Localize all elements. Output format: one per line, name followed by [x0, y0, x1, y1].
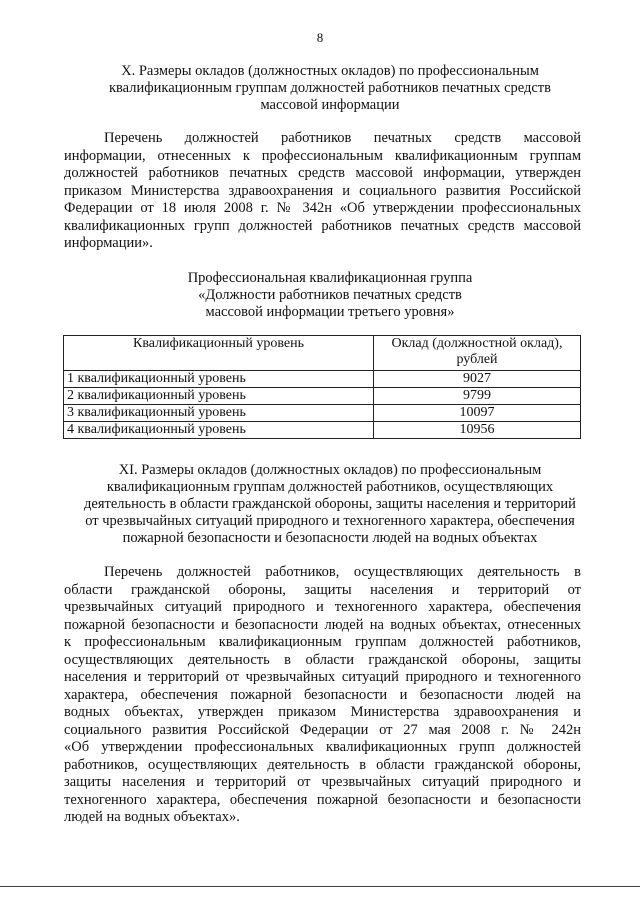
- level-cell: 2 квалификационный уровень: [64, 388, 374, 405]
- heading-line: деятельность в области гражданской обороны, защиты населения и территорий: [84, 496, 576, 512]
- level-cell: 1 квалификационный уровень: [64, 371, 374, 388]
- group-title-line: «Должности работников печатных средств: [198, 287, 462, 303]
- section-11-heading: [70, 462, 590, 547]
- paragraph-line: к профессиональным квалификационным группам должностей работников,: [64, 634, 581, 650]
- paragraph-line: осуществляющих деятельность в области гражданской обороны, защиты: [64, 651, 581, 668]
- level-cell: 3 квалификационный уровень: [64, 405, 374, 422]
- column-header-level: Квалификационный уровень: [64, 336, 374, 371]
- page-number: 8: [316, 30, 324, 45]
- bottom-divider: [0, 886, 640, 887]
- paragraph-line: информации, отнесенных к профессиональным квалификационным группам: [64, 147, 581, 164]
- heading-line: XI. Размеры окладов (должностных окладов) по профессиональным: [118, 462, 542, 478]
- section-10-paragraph: [64, 130, 581, 253]
- level-cell: 4 квалификационный уровень: [64, 422, 374, 439]
- paragraph-line: защиты населения и территорий от чрезвычайных ситуаций природного и: [64, 774, 581, 790]
- paragraph-line: социального развития Российской Федерации от 27 мая 2008 г. № 242н: [64, 721, 581, 738]
- paragraph-line: людей на водных объектах».: [64, 809, 240, 825]
- paragraph-line: работников, осуществляющих деятельность в области гражданской обороны,: [64, 756, 581, 773]
- paragraph-line: Перечень должностей работников, осуществляющих деятельность в: [104, 564, 581, 580]
- section-10-heading: [70, 63, 590, 114]
- paragraph-line: населения и территорий от чрезвычайных ситуаций природного и техногенного: [64, 669, 581, 685]
- paragraph-line: Перечень должностей работников печатных средств массовой: [104, 130, 581, 146]
- group-title-line: массовой информации третьего уровня»: [205, 304, 455, 320]
- section-11-paragraph: [64, 564, 581, 827]
- salary-header-line: рублей: [456, 352, 498, 367]
- salary-header-line: Оклад (должностной оклад),: [391, 336, 563, 351]
- column-header-salary: [374, 336, 581, 371]
- heading-line: пожарной безопасности и безопасности людей на водных объектах: [122, 530, 538, 546]
- table-row: [64, 405, 581, 422]
- paragraph-line: «Об утверждении профессиональных квалификационных групп должностей: [64, 739, 581, 755]
- table-row: [64, 371, 581, 388]
- paragraph-line: водных объектах, утвержден приказом Министерства здравоохранения и: [64, 704, 581, 720]
- salary-cell: 10956: [374, 422, 581, 439]
- paragraph-line: Федерации от 18 июля 2008 г. № 342н «Об утверждении профессиональных: [64, 200, 581, 216]
- table-header-row: [64, 336, 581, 371]
- paragraph-line: техногенного характера, обеспечения пожарной безопасности и безопасности: [64, 791, 581, 808]
- paragraph-line: области гражданской обороны, защиты населения и территорий от: [64, 581, 581, 598]
- salary-table: [63, 335, 581, 439]
- paragraph-line: квалификационных групп должностей работников печатных средств массовой: [64, 217, 581, 234]
- paragraph-line: должностей работников печатных средств массовой информации, утвержден: [64, 165, 581, 181]
- paragraph-line: чрезвычайных ситуаций природного и техногенного характера, обеспечения: [64, 599, 581, 615]
- group-title-line: Профессиональная квалификационная группа: [187, 270, 473, 286]
- heading-line: X. Размеры окладов (должностных окладов) по профессиональным: [121, 63, 539, 79]
- salary-cell: 10097: [374, 405, 581, 422]
- qualification-group-title: [70, 270, 590, 321]
- heading-line: массовой информации: [260, 97, 400, 113]
- salary-cell: 9027: [374, 371, 581, 388]
- table-row: [64, 388, 581, 405]
- paragraph-line: пожарной безопасности и безопасности людей на водных объектах, отнесенных: [64, 616, 581, 633]
- heading-line: квалификационным группам должностей работников, осуществляющих: [106, 479, 554, 495]
- table-row: [64, 422, 581, 439]
- paragraph-line: характера, обеспечения пожарной безопасности и безопасности людей на: [64, 686, 581, 703]
- paragraph-line: приказом Министерства здравоохранения и социального развития Российской: [64, 182, 581, 199]
- paragraph-line: информации».: [64, 235, 153, 251]
- salary-cell: 9799: [374, 388, 581, 405]
- heading-line: от чрезвычайных ситуаций природного и техногенного характера, обеспечения: [85, 513, 575, 529]
- heading-line: квалификационным группам должностей работников печатных средств: [108, 80, 551, 96]
